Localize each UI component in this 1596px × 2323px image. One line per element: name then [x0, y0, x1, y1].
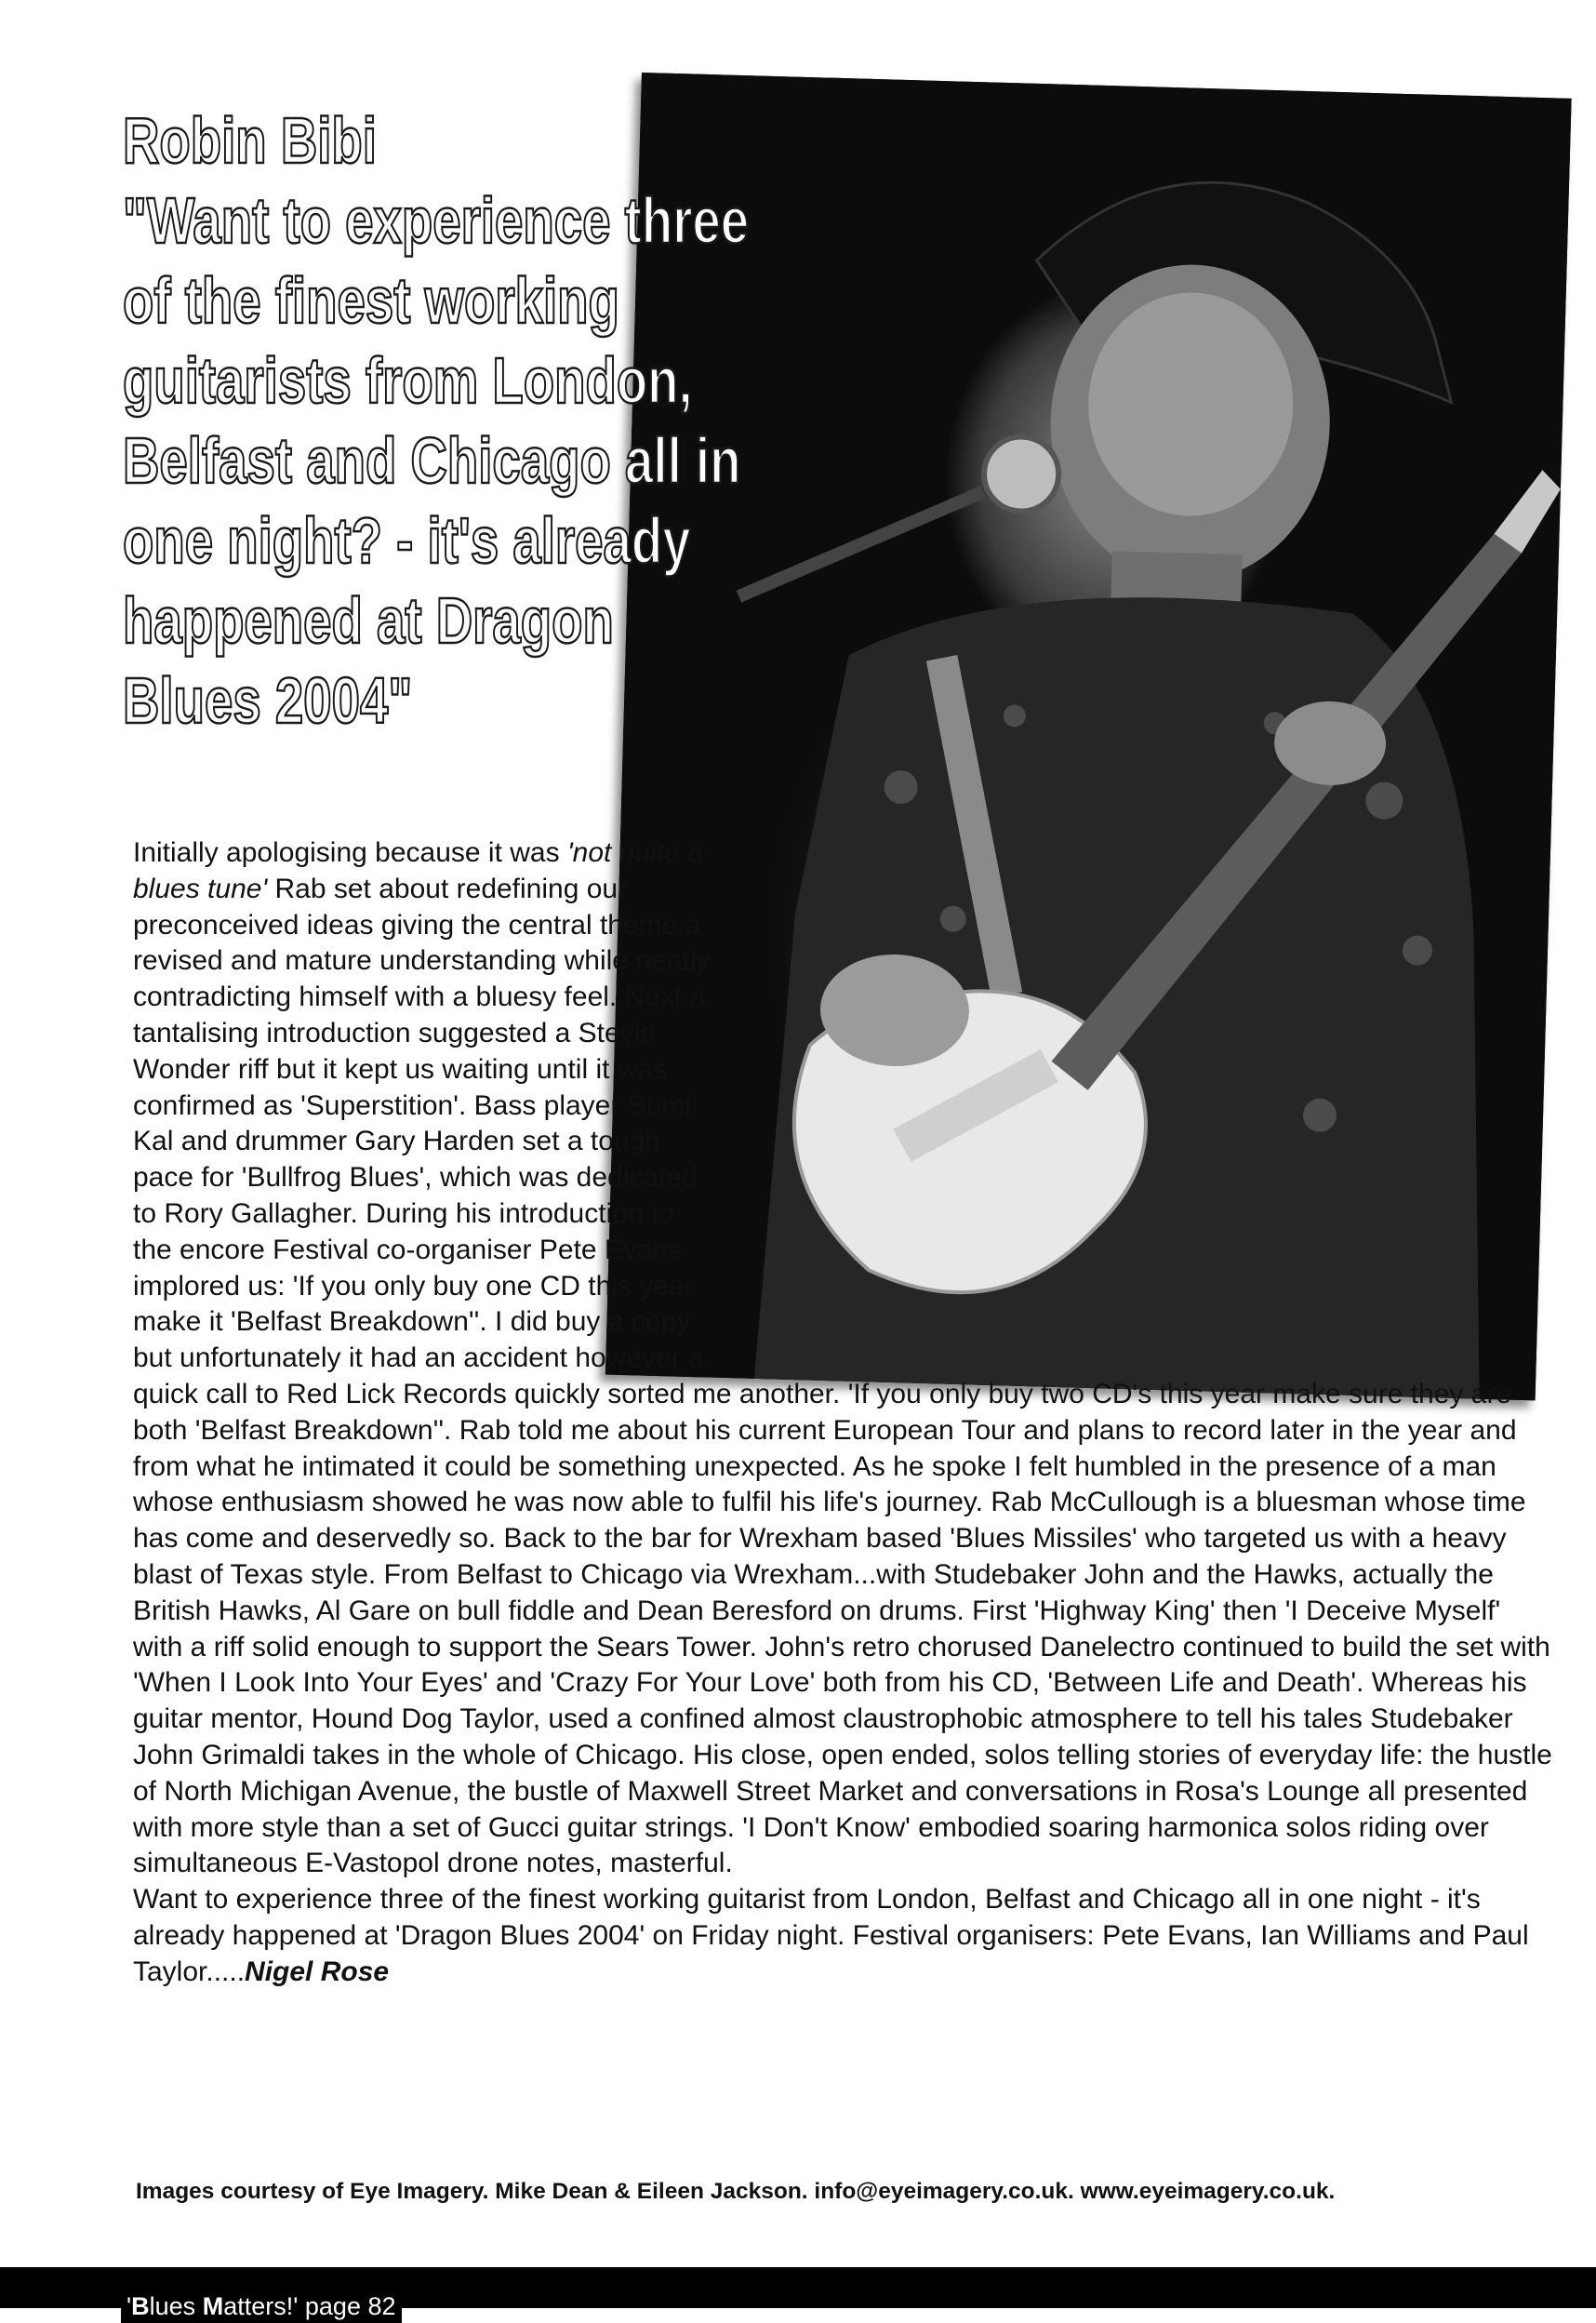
- artist-name: Robin Bibi: [123, 104, 377, 177]
- quote-line: "Want to experience three: [123, 184, 750, 257]
- p1-intro: Initially apologising because it was: [133, 837, 567, 868]
- magazine-initial-m: M: [202, 2292, 224, 2320]
- magazine-initial-b: B: [131, 2292, 150, 2320]
- article-paragraph-2: [133, 1882, 1556, 1990]
- photo-wrap-spacer: [719, 835, 1556, 1356]
- article-body: [133, 835, 1556, 1991]
- quote-line: of the finest working: [123, 264, 619, 337]
- magazine-name-part: lues: [149, 2292, 203, 2320]
- image-credit: Images courtesy of Eye Imagery. Mike Dean & Eileen Jackson. info@eyeimagery.co.uk. www.eyeimagery.co.uk.: [136, 2179, 1336, 2204]
- quote-line: one night? - it's already: [123, 504, 691, 577]
- quote-line: happened at Dragon: [123, 584, 614, 657]
- quote-line: guitarists from London,: [123, 344, 693, 417]
- magazine-name-part: atters!: [223, 2292, 294, 2320]
- headline: [123, 100, 776, 741]
- page-number: page 82: [298, 2292, 396, 2320]
- quote-line: Blues 2004": [123, 664, 413, 737]
- quote-mark: ': [293, 2292, 299, 2320]
- p1-main: Rab set about redefining our preconceived ideas giving the central theme a revised and mature understanding while neatly contradicting himself with a bluesy feel. Next a tantalising introduction suggested a Stevie Wonder riff but it kept us waiting until it was confirmed as 'Superstition'. Bass player Sumi Kal and drummer Gary Harden set a tough pace for 'Bullfrog Blues', which was dedicated to Rory Gallagher. During his introduction to the encore Festival co-organiser Pete Evans implored us: 'If you only buy one CD this year make it 'Belfast Breakdown''. I did buy a copy but unfortunately it had an accident however a quick call to Red Lick Records quickly sorted me another. 'If you only buy two CD's this year make sure they are both 'Belfast Breakdown''. Rab told me about his current European Tour and plans to record later in the year and from what he intimated it could be something unexpected. As he spoke I felt humbled in the presence of a man whose enthusiasm showed he was now able to fulfil his life's journey. Rab McCullough is a bluesman whose time has come and deservedly so. Back to the bar for Wrexham based 'Blues Missiles' who targeted us with a heavy blast of Texas style. From Belfast to Chicago via Wrexham...with Studebaker John and the Hawks, actually the British Hawks, Al Gare on bull fiddle and Dean Beresford on drums. First 'Highway King' then 'I Deceive Myself' with a riff solid enough to support the Sears Tower. John's retro chorused Danelectro continued to build the set with 'When I Look Into Your Eyes' and 'Crazy For Your Love' both from his CD, 'Between Life and Death'. Whereas his guitar mentor, Hound Dog Taylor, used a confined almost claustrophobic atmosphere to tell his tales Studebaker John Grimaldi takes in the whole of Chicago. His close, open ended, solos telling stories of everyday life: the hustle of North Michigan Avenue, the bustle of Maxwell Street Market and conversations in Rosa's Lounge all presented with more style than a set of Gucci guitar strings. 'I Don't Know' embodied soaring harmonica solos riding over simultaneous E-Vastopol drone notes, masterful.: [133, 873, 1552, 1879]
- p1-italic-quote: 'not quite a blues tune': [133, 837, 703, 904]
- p2-text: Want to experience three of the finest working guitarist from London, Belfast and Chicago all in one night - it's already happened at 'Dragon Blues 2004' on Friday night. Festival organisers: Pete Evans, Ian Williams and Paul Taylor.....: [133, 1884, 1529, 1987]
- quote-mark: ': [126, 2292, 132, 2320]
- quote-line: Belfast and Chicago all in: [123, 424, 741, 497]
- page-footer: [121, 2290, 402, 2323]
- author-name: Nigel Rose: [245, 1956, 390, 1987]
